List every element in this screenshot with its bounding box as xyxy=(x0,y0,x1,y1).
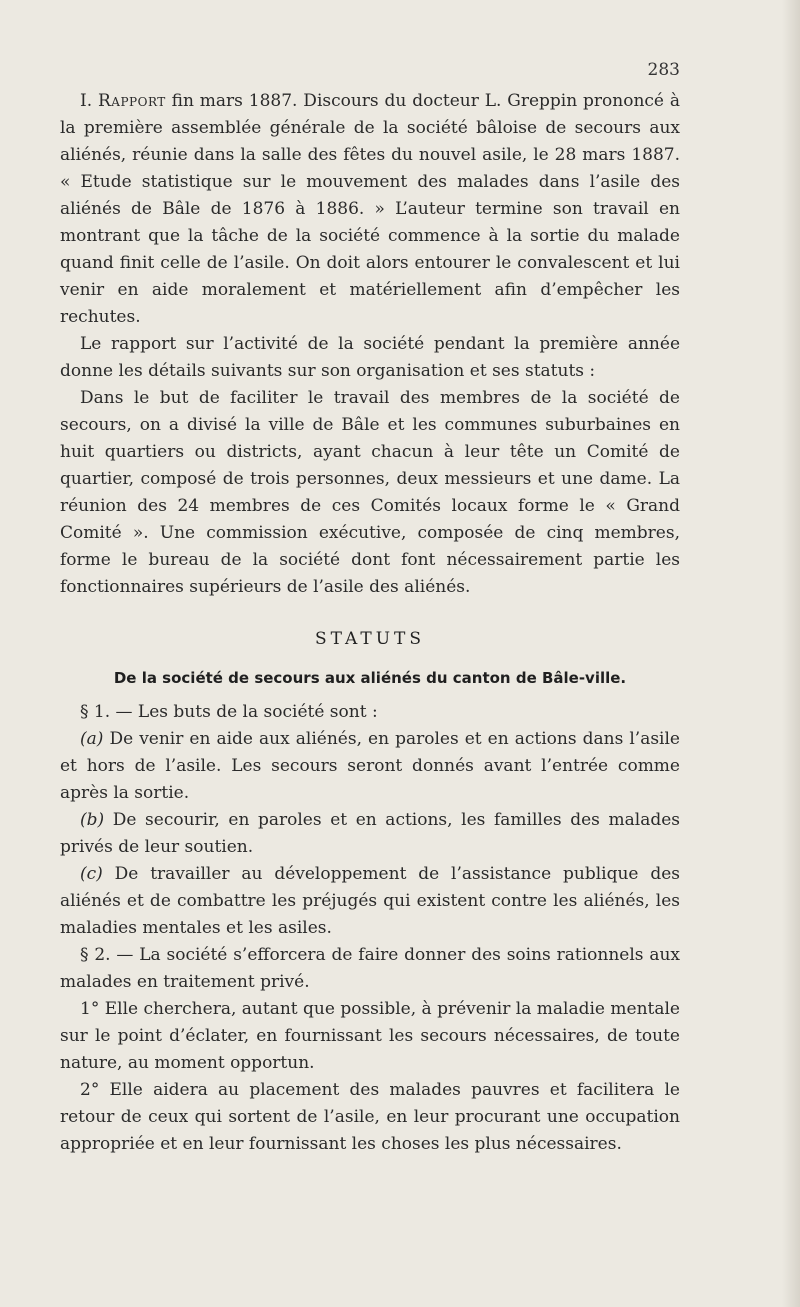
point-1: 1° Elle cherchera, autant que possible, à prévenir la maladie mentale sur le point d’éclater, en fournissant les secours nécessaires, de toute nature, au moment opportun. xyxy=(60,999,680,1073)
statuts-subtitle: De la société de secours aux aliénés du canton de Bâle-ville. xyxy=(113,669,627,687)
item-prefix: I. xyxy=(80,91,98,111)
section-1-heading: § 1. — Les buts de la société sont : xyxy=(80,702,378,722)
item-b xyxy=(60,807,680,861)
intro-paragraph-1-text: fin mars 1887. Discours du docteur L. Greppin prononcé à la première assemblée générale de la société bâloise de secours aux aliénés, réunie dans la salle des fêtes du nouvel asile, le 28 mars 1887. « Etude statistique sur le mouvement des malades dans l’asile des aliénés de Bâle de 1876 à 1886. » L’auteur termine son travail en montrant que la tâche de la société commence à la sortie du malade quand finit celle de l’asile. On doit alors entourer le convalescent et lui venir en aide moralement et matériellement afin d’empêcher les rechutes. xyxy=(60,91,680,327)
intro-paragraph-3: Dans le but de faciliter le travail des membres de la société de secours, on a divisé la ville de Bâle et les communes suburbaines en huit quartiers ou districts, ayant chacun à leur tête un Comité de quartier, composé de trois personnes, deux messieurs et une dame. La réunion des 24 membres de ces Comités locaux forme le « Grand Comité ». Une commission exécutive, composée de cinq membres, forme le bureau de la société dont font nécessairement partie les fonctionnaires supérieurs de l’asile des aliénés. xyxy=(60,388,680,597)
item-c-text: De travailler au développement de l’assistance publique des aliénés et de combattre les préjugés qui existent contre les aliénés, les maladies mentales et les asiles. xyxy=(60,864,680,938)
point-2: 2° Elle aidera au placement des malades pauvres et facilitera le retour de ceux qui sortent de l’asile, en leur procurant une occupation appropriée et en leur fournissant les choses les plus nécessaires. xyxy=(60,1080,680,1154)
section-2: § 2. — La société s’efforcera de faire donner des soins rationnels aux malades en traitement privé. xyxy=(60,945,680,992)
item-a-text: De venir en aide aux aliénés, en paroles et en actions dans l’asile et hors de l’asile. Les secours seront donnés avant l’entrée comme après la sortie. xyxy=(60,729,680,803)
intro-paragraph-1 xyxy=(60,88,680,331)
intro-paragraph-2: Le rapport sur l’activité de la société pendant la première année donne les détails suivants sur son organisation et ses statuts : xyxy=(60,334,680,381)
item-c xyxy=(60,861,680,942)
item-c-label: (c) xyxy=(80,864,103,884)
item-a-label: (a) xyxy=(80,729,104,749)
item-b-label: (b) xyxy=(80,810,105,830)
item-a xyxy=(60,726,680,807)
statuts-title: STATUTS xyxy=(314,629,426,649)
item-b-text: De secourir, en paroles et en actions, les familles des malades privés de leur soutien. xyxy=(60,810,680,857)
page-number: 283 xyxy=(647,60,680,80)
lead-word-rapport: Rapport xyxy=(98,91,166,111)
page-edge-shadow xyxy=(782,0,800,1307)
